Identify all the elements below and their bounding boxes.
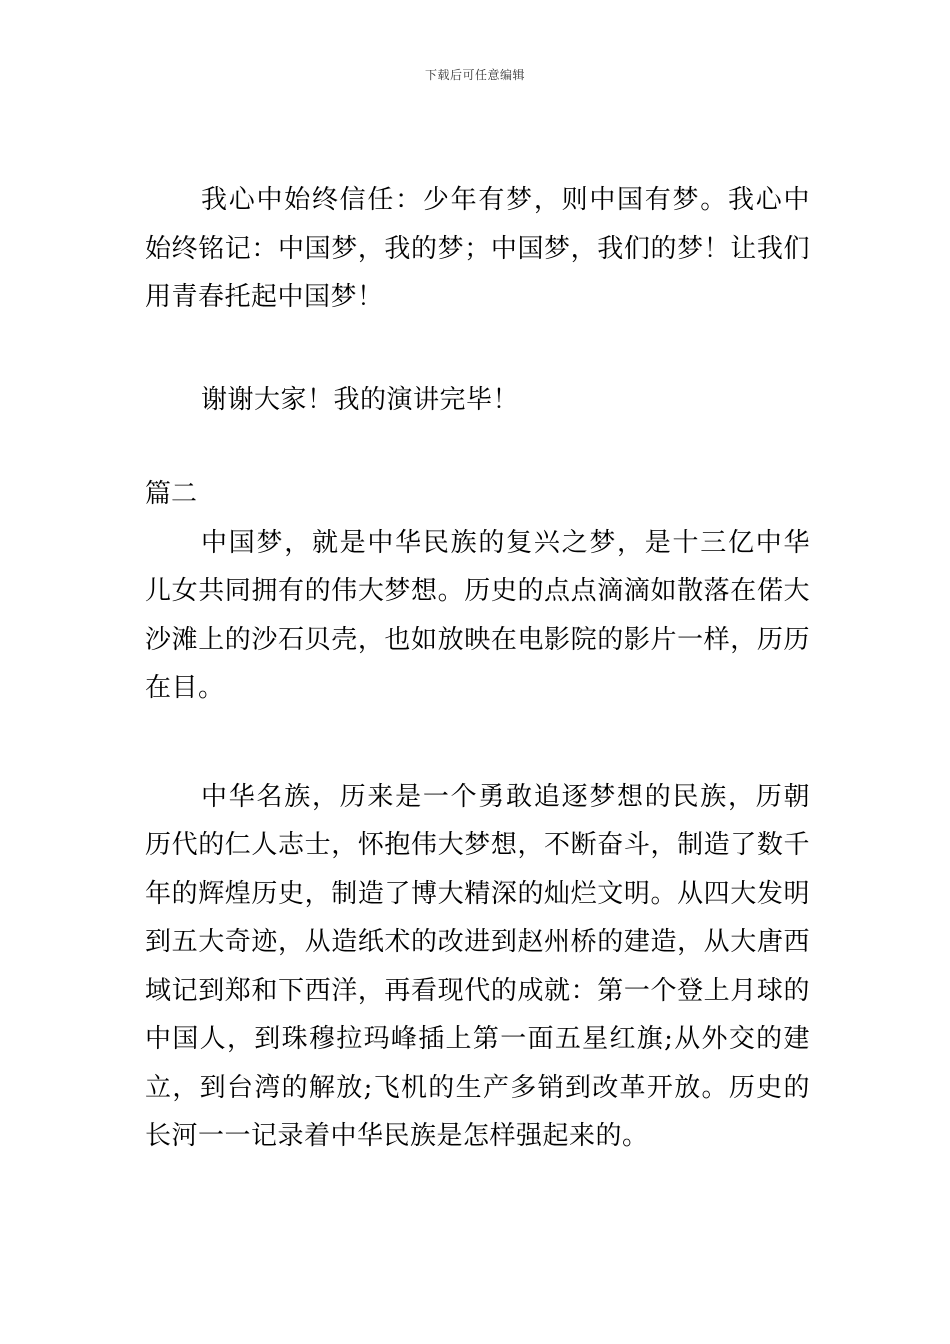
paragraph-china-dream: 中国梦，就是中华民族的复兴之梦，是十三亿中华儿女共同拥有的伟大梦想。历史的点点滴滴如散落在偌大沙滩上的沙石贝壳，也如放映在电影院的影片一样，历历在目。 [145, 527, 810, 703]
page-header: 下载后可任意编辑 [424, 68, 525, 82]
paragraph-dream: 我心中始终信任：少年有梦，则中国有梦。我心中始终铭记：中国梦，我的梦；中国梦，我们的梦！让我们用青春托起中国梦！ [145, 185, 810, 312]
section-title: 篇二 [145, 479, 198, 509]
paragraph-thanks: 谢谢大家！我的演讲完毕！ [201, 384, 520, 415]
spacer [145, 322, 810, 376]
document-body [145, 176, 810, 1161]
spacer [145, 713, 810, 773]
spacer [145, 424, 810, 470]
paragraph-history: 中华名族，历来是一个勇敢追逐梦想的民族，历朝历代的仁人志士，怀抱伟大梦想，不断奋斗，制造了数千年的辉煌历史，制造了博大精深的灿烂文明。从四大发明到五大奇迹，从造纸术的改进到赵州桥的建造，从大唐西域记到郑和下西洋，再看现代的成就：第一个登上月球的中国人，到珠穆拉玛峰插上第一面五星红旗;从外交的建立，到台湾的解放;飞机的生产多销到改革开放。历史的长河一一记录着中华民族是怎样强起来的。 [145, 781, 810, 1151]
